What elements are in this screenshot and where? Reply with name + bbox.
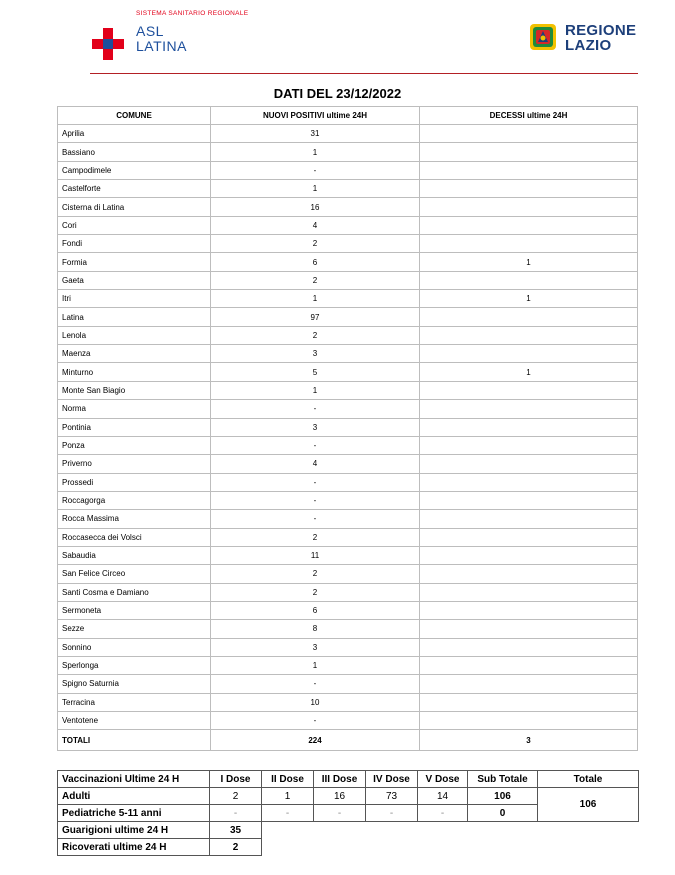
decessi-cell	[420, 693, 638, 711]
asl-latina-logo	[92, 10, 272, 60]
table-row	[58, 491, 638, 509]
table-row	[58, 381, 638, 399]
vax-header-row	[58, 771, 639, 788]
comune-cell: Latina	[58, 308, 211, 326]
decessi-cell	[420, 326, 638, 344]
positivi-cell: 2	[211, 271, 420, 289]
comune-cell: Minturno	[58, 363, 211, 381]
comune-cell: Sperlonga	[58, 656, 211, 674]
table-row	[58, 638, 638, 656]
positivi-cell: 97	[211, 308, 420, 326]
vaccinations-table	[57, 770, 639, 856]
table-header-row	[58, 107, 638, 125]
decessi-cell	[420, 198, 638, 216]
vax-adulti-d3: 16	[314, 788, 366, 805]
comune-cell: Cisterna di Latina	[58, 198, 211, 216]
table-row	[58, 455, 638, 473]
asl-name: ASL LATINA	[136, 23, 187, 54]
decessi-cell: 1	[420, 290, 638, 308]
positivi-cell: 1	[211, 656, 420, 674]
ricoverati-row	[58, 839, 639, 856]
vax-row-adulti	[58, 788, 639, 805]
vax-totale: 106	[538, 788, 639, 822]
ricoverati-label: Ricoverati ultime 24 H	[58, 839, 210, 856]
table-row	[58, 198, 638, 216]
ricoverati-value: 2	[210, 839, 262, 856]
positivi-cell: 10	[211, 693, 420, 711]
decessi-cell	[420, 491, 638, 509]
vax-adulti-subtotale: 106	[468, 788, 538, 805]
positivi-cell: 5	[211, 363, 420, 381]
decessi-cell	[420, 125, 638, 143]
table-row	[58, 675, 638, 693]
comune-cell: Prossedi	[58, 473, 211, 491]
vax-header-d5: V Dose	[418, 771, 468, 788]
decessi-cell	[420, 235, 638, 253]
positivi-cell: -	[211, 712, 420, 730]
vax-pediatriche-d2: -	[262, 805, 314, 822]
table-row	[58, 363, 638, 381]
table-row	[58, 546, 638, 564]
comune-cell: Lenola	[58, 326, 211, 344]
comune-cell: Bassiano	[58, 143, 211, 161]
table-row	[58, 510, 638, 528]
header-nuovi-positivi: NUOVI POSITIVI ultime 24H	[211, 107, 420, 125]
positivi-cell: -	[211, 400, 420, 418]
comune-cell: Cori	[58, 216, 211, 234]
totals-label: TOTALI	[58, 730, 211, 751]
table-row	[58, 290, 638, 308]
decessi-cell	[420, 436, 638, 454]
decessi-cell	[420, 180, 638, 198]
comune-cell: Castelforte	[58, 180, 211, 198]
positivi-cell: 2	[211, 583, 420, 601]
comune-cell: Norma	[58, 400, 211, 418]
positivi-cell: 2	[211, 528, 420, 546]
positivi-cell: -	[211, 491, 420, 509]
comune-cell: Aprilia	[58, 125, 211, 143]
table-row	[58, 345, 638, 363]
totals-row	[58, 730, 638, 751]
decessi-cell: 1	[420, 363, 638, 381]
comune-cell: Gaeta	[58, 271, 211, 289]
header-comune: COMUNE	[58, 107, 211, 125]
comune-cell: Fondi	[58, 235, 211, 253]
decessi-cell	[420, 620, 638, 638]
vax-adulti-d4: 73	[366, 788, 418, 805]
decessi-cell	[420, 308, 638, 326]
table-row	[58, 436, 638, 454]
vax-header-d3: III Dose	[314, 771, 366, 788]
vax-header-d2: II Dose	[262, 771, 314, 788]
decessi-cell	[420, 565, 638, 583]
decessi-cell	[420, 216, 638, 234]
decessi-cell	[420, 418, 638, 436]
decessi-cell: 1	[420, 253, 638, 271]
positivi-cell: 4	[211, 455, 420, 473]
positivi-cell: 3	[211, 418, 420, 436]
comune-cell: Sermoneta	[58, 601, 211, 619]
decessi-cell	[420, 656, 638, 674]
comune-cell: Sezze	[58, 620, 211, 638]
vax-pediatriche-d3: -	[314, 805, 366, 822]
comune-cell: Pontinia	[58, 418, 211, 436]
table-row	[58, 143, 638, 161]
comuni-table	[57, 106, 638, 751]
table-row	[58, 125, 638, 143]
comune-cell: Sabaudia	[58, 546, 211, 564]
decessi-cell	[420, 143, 638, 161]
comune-cell: Rocca Massima	[58, 510, 211, 528]
comune-cell: Terracina	[58, 693, 211, 711]
guarigioni-row	[58, 822, 639, 839]
vax-adulti-label: Adulti	[58, 788, 210, 805]
comune-cell: Roccasecca dei Volsci	[58, 528, 211, 546]
decessi-cell	[420, 601, 638, 619]
decessi-cell	[420, 271, 638, 289]
table-row	[58, 601, 638, 619]
comune-cell: Sonnino	[58, 638, 211, 656]
vax-pediatriche-d5: -	[418, 805, 468, 822]
comune-cell: Ventotene	[58, 712, 211, 730]
table-row	[58, 712, 638, 730]
decessi-cell	[420, 510, 638, 528]
table-row	[58, 565, 638, 583]
decessi-cell	[420, 473, 638, 491]
vax-adulti-d5: 14	[418, 788, 468, 805]
vax-header-d1: I Dose	[210, 771, 262, 788]
positivi-cell: 2	[211, 565, 420, 583]
decessi-cell	[420, 455, 638, 473]
vax-header-subtotale: Sub Totale	[468, 771, 538, 788]
comune-cell: Spigno Saturnia	[58, 675, 211, 693]
regione-lazio-logo	[528, 22, 648, 58]
positivi-cell: 4	[211, 216, 420, 234]
table-row	[58, 620, 638, 638]
table-row	[58, 473, 638, 491]
positivi-cell: -	[211, 473, 420, 491]
decessi-cell	[420, 400, 638, 418]
guarigioni-label: Guarigioni ultime 24 H	[58, 822, 210, 839]
comune-cell: Santi Cosma e Damiano	[58, 583, 211, 601]
table-row	[58, 528, 638, 546]
vax-adulti-d2: 1	[262, 788, 314, 805]
table-row	[58, 216, 638, 234]
vax-header-label: Vaccinazioni Ultime 24 H	[58, 771, 210, 788]
vax-pediatriche-subtotale: 0	[468, 805, 538, 822]
totals-positivi: 224	[211, 730, 420, 751]
table-row	[58, 400, 638, 418]
vax-pediatriche-label: Pediatriche 5-11 anni	[58, 805, 210, 822]
comune-cell: Priverno	[58, 455, 211, 473]
table-row	[58, 326, 638, 344]
positivi-cell: 2	[211, 235, 420, 253]
table-row	[58, 418, 638, 436]
asl-subtitle: SISTEMA SANITARIO REGIONALE	[136, 10, 249, 17]
table-row	[58, 308, 638, 326]
comune-cell: Maenza	[58, 345, 211, 363]
comune-cell: Roccagorga	[58, 491, 211, 509]
table-row	[58, 693, 638, 711]
totals-decessi: 3	[420, 730, 638, 751]
page-title: DATI DEL 23/12/2022	[273, 86, 402, 101]
decessi-cell	[420, 381, 638, 399]
positivi-cell: 3	[211, 345, 420, 363]
positivi-cell: 1	[211, 290, 420, 308]
decessi-cell	[420, 675, 638, 693]
positivi-cell: 6	[211, 253, 420, 271]
positivi-cell: -	[211, 161, 420, 179]
table-row	[58, 583, 638, 601]
comune-cell: Ponza	[58, 436, 211, 454]
positivi-cell: -	[211, 510, 420, 528]
table-row	[58, 161, 638, 179]
positivi-cell: 1	[211, 381, 420, 399]
positivi-cell: -	[211, 436, 420, 454]
page-header	[0, 0, 675, 80]
table-row	[58, 656, 638, 674]
positivi-cell: 2	[211, 326, 420, 344]
comune-cell: Campodimele	[58, 161, 211, 179]
header-decessi: DECESSI ultime 24H	[420, 107, 638, 125]
positivi-cell: 31	[211, 125, 420, 143]
comune-cell: Formia	[58, 253, 211, 271]
positivi-cell: 16	[211, 198, 420, 216]
table-row	[58, 253, 638, 271]
decessi-cell	[420, 345, 638, 363]
positivi-cell: 6	[211, 601, 420, 619]
decessi-cell	[420, 528, 638, 546]
positivi-cell: 1	[211, 143, 420, 161]
decessi-cell	[420, 638, 638, 656]
vax-adulti-d1: 2	[210, 788, 262, 805]
vax-pediatriche-d1: -	[210, 805, 262, 822]
decessi-cell	[420, 712, 638, 730]
regione-lazio-emblem-icon	[528, 22, 558, 52]
table-row	[58, 180, 638, 198]
comune-cell: Monte San Biagio	[58, 381, 211, 399]
vax-header-d4: IV Dose	[366, 771, 418, 788]
vax-pediatriche-d4: -	[366, 805, 418, 822]
red-cross-icon	[92, 28, 124, 60]
decessi-cell	[420, 583, 638, 601]
positivi-cell: 3	[211, 638, 420, 656]
guarigioni-value: 35	[210, 822, 262, 839]
regione-lazio-name: REGIONE LAZIO	[565, 22, 637, 54]
decessi-cell	[420, 546, 638, 564]
table-row	[58, 235, 638, 253]
positivi-cell: 11	[211, 546, 420, 564]
positivi-cell: 8	[211, 620, 420, 638]
positivi-cell: 1	[211, 180, 420, 198]
positivi-cell: -	[211, 675, 420, 693]
decessi-cell	[420, 161, 638, 179]
comune-cell: San Felice Circeo	[58, 565, 211, 583]
table-row	[58, 271, 638, 289]
vax-header-totale: Totale	[538, 771, 639, 788]
header-divider	[90, 73, 638, 74]
comune-cell: Itri	[58, 290, 211, 308]
